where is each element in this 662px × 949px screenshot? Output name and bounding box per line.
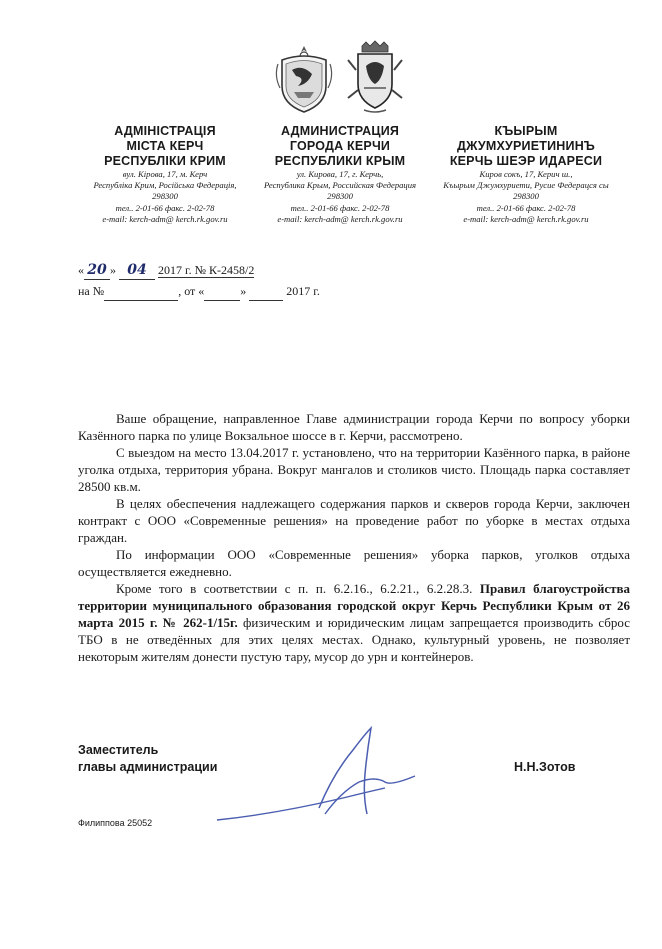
quote-open: « (78, 263, 84, 277)
executor-note: Филиппова 25052 (78, 818, 153, 828)
signatory-position (78, 742, 217, 776)
postcode: 298300 (152, 191, 178, 201)
organization-name-line: АДМІНІСТРАЦІЯ (114, 124, 216, 138)
reply-year: 2017 г. (286, 284, 320, 298)
outgoing-reference (78, 262, 254, 280)
reply-number-blank (104, 283, 178, 301)
organization-name-line: КЕРЧЬ ШЕЭР ИДАРЕСИ (449, 154, 603, 168)
phone-fax: тел.. 2-01-66 факс. 2-02-78 (476, 203, 576, 213)
organization-name-line: ГОРОДА КЕРЧИ (289, 139, 391, 153)
paragraph-5-start: Кроме того в соответствии с п. п. 6.2.16., 6.2.21., 6.2.28.3. (116, 581, 473, 596)
reply-reference: на № , от « » 2017 г. (78, 283, 320, 301)
organization-name-line: МІСТА КЕРЧ (126, 139, 204, 153)
address-line: Республіка Крим, Російська Федерація, (93, 180, 237, 190)
paragraph-4: По информации ООО «Современные решения» уборка парков, уголков отдыха осуществляется ежедневно. (78, 547, 630, 579)
email: e-mail: kerch-adm@ kerch.rk.gov.ru (277, 214, 403, 224)
reply-day-blank (204, 283, 240, 301)
handwritten-signature (215, 722, 425, 847)
paragraph-5-end: физическим и юридическим лицам запрещается производить сброс ТБО в не отведённых для этих целях местах. Однако, культурный уровень, не позволяет некоторым жителям донести пустую тару, мусор до урн и контейнеров. (78, 615, 631, 664)
organization-name-line: КЪЫРЫМ (494, 124, 558, 138)
postcode: 298300 (513, 191, 539, 201)
reply-from-label: от « (184, 284, 205, 298)
email: e-mail: kerch-adm@ kerch.rk.gov.ru (102, 214, 228, 224)
header-right-crimean-tatar (430, 124, 622, 225)
reply-quote-close: » (240, 284, 247, 298)
handwritten-month: 04 (119, 262, 155, 280)
reply-month-blank (249, 283, 283, 301)
letter-body (78, 410, 630, 665)
address-line: Республика Крым, Российская Федерация (263, 180, 417, 190)
kerch-coat-of-arms (344, 40, 406, 119)
paragraph-3: В целях обеспечения надлежащего содержания парков и скверов города Керчи, заключен контракт с ООО «Современные решения» на проведение работ по уборке в местах отдыха граждан. (78, 496, 630, 545)
quote-close: » (110, 263, 116, 277)
address-line: Киров сокъ, 17, Керич ш., (479, 169, 573, 179)
address-line: вул. Кірова, 17, м. Керч (122, 169, 208, 179)
phone-fax: тел.. 2-01-66 факс. 2-02-78 (290, 203, 390, 213)
crimea-coat-of-arms (272, 40, 336, 119)
address-line: Къырым Джумхуриети, Русие Федерацся сы (443, 180, 609, 190)
header-center-russian (250, 124, 430, 225)
organization-name-line: РЕСПУБЛИКИ КРЫМ (274, 154, 406, 168)
email: e-mail: kerch-adm@ kerch.rk.gov.ru (463, 214, 589, 224)
paragraph-2: С выездом на место 13.04.2017 г. установлено, что на территории Казённого парка, в районе уголка отдыха, территория убрана. Вокруг мангалов и столиков чисто. Площадь парка составляет 28500 кв.м. (78, 445, 630, 494)
signatory-name: Н.Н.Зотов (514, 760, 576, 774)
organization-name-line: ДЖУМХУРИЕТИНИНЪ (456, 139, 595, 153)
reply-number-prefix: на № (78, 284, 105, 298)
organization-name-line: АДМИНИСТРАЦИЯ (280, 124, 400, 138)
regulation-reference: Правил благоустройства территории муниципального образования городской округ Керчь Республики Крым от 26 марта 2015 г. № 262-1/15г. (78, 581, 631, 630)
phone-fax: тел.. 2-01-66 факс. 2-02-78 (115, 203, 215, 213)
position-line: главы администрации (78, 760, 218, 774)
address-line: ул. Кирова, 17, г. Керчь, (296, 169, 384, 179)
paragraph-5 (78, 580, 630, 665)
handwritten-day: 20 (84, 262, 110, 280)
postcode: 298300 (327, 191, 353, 201)
header-left-ukrainian (70, 124, 260, 225)
date-and-number: 2017 г. № К-2458/2 (158, 263, 255, 277)
position-line: Заместитель (78, 743, 159, 757)
organization-name-line: РЕСПУБЛІКИ КРИМ (104, 154, 226, 168)
paragraph-1: Ваше обращение, направленное Главе администрации города Керчи по вопросу уборки Казённого парка по улице Вокзальное шоссе в г. Керчи, рассмотрено. (78, 411, 630, 443)
